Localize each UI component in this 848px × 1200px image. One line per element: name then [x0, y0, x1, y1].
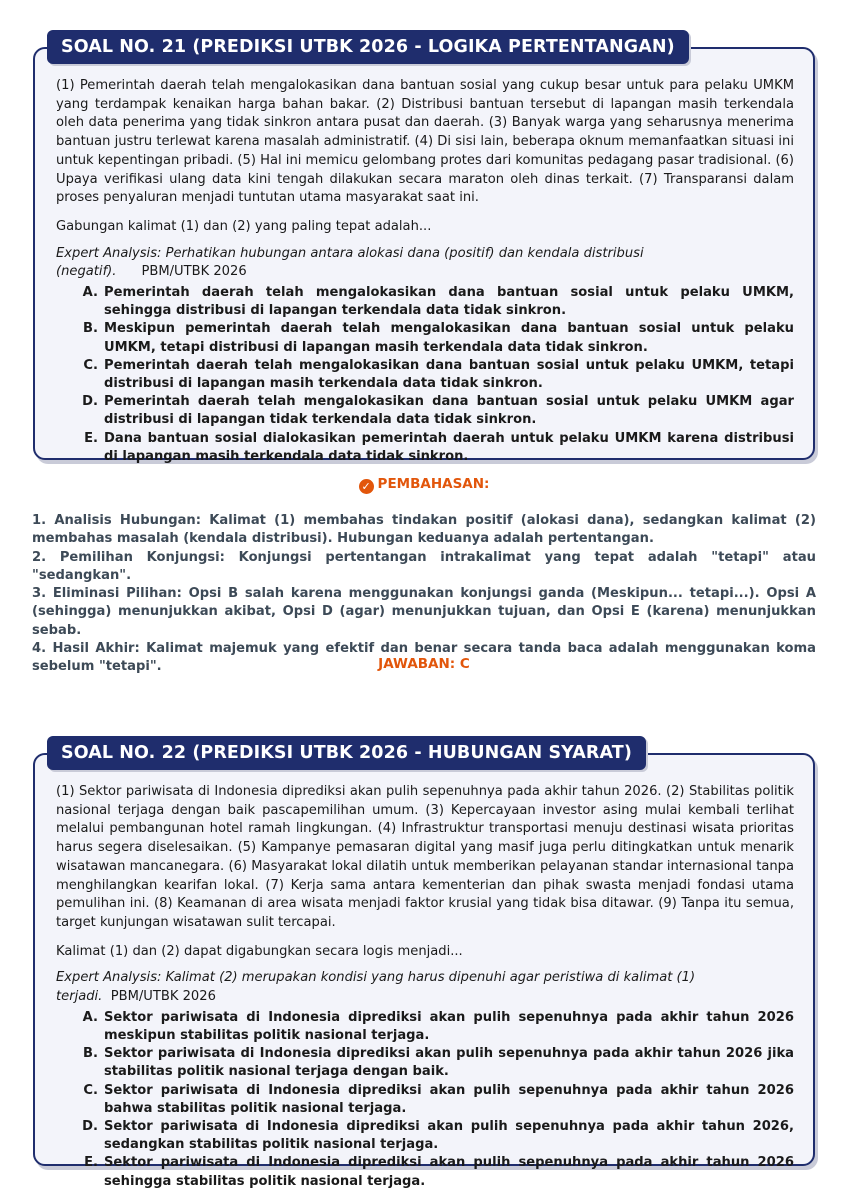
option-letter: D.	[82, 394, 98, 410]
option-b[interactable]	[56, 1045, 794, 1081]
question-21-options	[56, 284, 794, 466]
option-text: Sektor pariwisata di Indonesia diprediksi akan pulih sepenuhnya pada akhir tahun 2026, sedangkan stabilitas politik nasional terjaga.	[104, 1118, 794, 1153]
pembahasan-point: 1. Analisis Hubungan: Kalimat (1) membahas tindakan positif (alokasi dana), sedangkan kalimat (2) membahas masalah (kendala distribusi). Hubungan keduanya adalah pertentangan.	[32, 513, 816, 547]
option-e[interactable]	[56, 1154, 794, 1190]
question-22-options	[56, 1009, 794, 1191]
check-circle-icon: ✓	[359, 479, 374, 494]
expert-analysis-text: Expert Analysis: Kalimat (2) merupakan kondisi yang harus dipenuhi agar peristiwa di kalimat (1) terjadi.	[56, 970, 696, 1005]
option-letter: A.	[82, 1009, 98, 1025]
option-letter: D.	[82, 1118, 98, 1134]
option-text: Meskipun pemerintah daerah telah mengalokasikan dana bantuan sosial untuk pelaku UMKM, tetapi distribusi di lapangan masih terkendala data tidak sinkron.	[104, 321, 794, 355]
question-22-body	[56, 783, 794, 1191]
question-21-title: SOAL NO. 21 (PREDIKSI UTBK 2026 - LOGIKA PERTENTANGAN)	[47, 30, 689, 64]
option-letter: B.	[83, 321, 98, 337]
option-text: Sektor pariwisata di Indonesia diprediksi akan pulih sepenuhnya pada akhir tahun 2026 meskipun stabilitas politik nasional terjaga.	[104, 1009, 794, 1043]
option-text: Pemerintah daerah telah mengalokasikan dana bantuan sosial untuk pelaku UMKM, sehingga distribusi di lapangan terkendala data tidak sinkron.	[104, 285, 794, 319]
option-d[interactable]	[56, 393, 794, 429]
option-letter: C.	[83, 1082, 98, 1098]
pembahasan-point: 3. Eliminasi Pilihan: Opsi B salah karena menggunakan konjungsi ganda (Meskipun... tetapi...). Opsi A (sehingga) menunjukkan akibat, Opsi D (agar) menunjukkan tujuan, dan Opsi E (karena) menunjukkan sebab.	[32, 586, 816, 638]
question-22-passage: (1) Sektor pariwisata di Indonesia diprediksi akan pulih sepenuhnya pada akhir tahun 2026. (2) Stabilitas politik nasional terjaga dengan baik pascapemilihan umum. (3) Kepercayaan investor asing mulai kembali terlihat melalui pembangunan hotel ramah lingkungan. (4) Infrastruktur transportasi menuju destinasi wisata prioritas harus segera diselesaikan. (5) Kampanye pemasaran digital yang masif juga perlu ditingkatkan untuk menarik wisatawan mancanegara. (6) Masyarakat lokal dilatih untuk memberikan pelayanan standar internasional tanpa menghilangkan kearifan lokal. (7) Kerja sama antara kementerian dan pihak swasta menjadi fondasi utama pemulihan ini. (8) Keamanan di area wisata menjadi faktor krusial yang tidak bisa ditawar. (9) Tanpa itu semua, target kunjungan wisatawan sulit tercapai.	[56, 784, 794, 930]
option-text: Pemerintah daerah telah mengalokasikan dana bantuan sosial untuk pelaku UMKM agar distribusi di lapangan tidak terkendala data tidak sinkron.	[104, 394, 794, 428]
expert-analysis-source: PBM/UTBK 2026	[141, 264, 247, 280]
option-letter: C.	[83, 357, 98, 373]
pembahasan-point: 2. Pemilihan Konjungsi: Konjungsi pertentangan intrakalimat yang tepat adalah "tetapi" atau "sedangkan".	[32, 549, 816, 583]
question-21-body	[56, 77, 794, 466]
option-text: Sektor pariwisata di Indonesia diprediksi akan pulih sepenuhnya pada akhir tahun 2026 jika stabilitas politik nasional terjaga dengan baik.	[104, 1046, 794, 1080]
option-letter: E.	[84, 1155, 98, 1171]
question-21-prompt: Gabungan kalimat (1) dan (2) yang paling tepat adalah...	[56, 218, 432, 234]
option-text: Sektor pariwisata di Indonesia diprediksi akan pulih sepenuhnya pada akhir tahun 2026 bahwa stabilitas politik nasional terjaga.	[104, 1082, 794, 1116]
question-21-card	[33, 47, 815, 464]
question-22-expert-analysis	[56, 969, 794, 1006]
option-e[interactable]	[56, 430, 794, 466]
question-21-expert-analysis	[56, 245, 794, 282]
option-c[interactable]	[56, 357, 794, 393]
option-letter: A.	[82, 285, 98, 301]
option-b[interactable]	[56, 320, 794, 356]
expert-analysis-text: Expert Analysis: Perhatikan hubungan antara alokasi dana (positif) dan kendala distribusi (negatif).	[56, 245, 644, 280]
option-a[interactable]	[56, 1009, 794, 1045]
option-text: Dana bantuan sosial dialokasikan pemerintah daerah untuk pelaku UMKM karena distribusi di lapangan masih terkendala data tidak sinkron.	[104, 430, 794, 464]
option-d[interactable]	[56, 1118, 794, 1154]
option-text: Pemerintah daerah telah mengalokasikan dana bantuan sosial untuk pelaku UMKM, tetapi distribusi di lapangan masih terkendala data tidak sinkron.	[104, 357, 794, 392]
pembahasan-body	[32, 512, 816, 677]
pembahasan-point: 4. Hasil Akhir: Kalimat majemuk yang efektif dan benar secara tanda baca adalah menggunakan koma sebelum "tetapi".	[32, 641, 816, 675]
answer-label: JAWABAN: C	[378, 656, 470, 672]
question-22-prompt: Kalimat (1) dan (2) dapat digabungkan secara logis menjadi...	[56, 943, 463, 959]
option-a[interactable]	[56, 284, 794, 320]
option-letter: E.	[84, 430, 98, 446]
pembahasan-heading	[0, 476, 848, 494]
question-21-passage: (1) Pemerintah daerah telah mengalokasikan dana bantuan sosial yang cukup besar untuk para pelaku UMKM yang terdampak kenaikan harga bahan bakar. (2) Distribusi bantuan tersebut di lapangan masih terkendala oleh data penerima yang tidak sinkron antara pusat dan daerah. (3) Banyak warga yang seharusnya menerima bantuan justru terlewat karena masalah administratif. (4) Di sisi lain, beberapa oknum memanfaatkan situasi ini untuk kepentingan pribadi. (5) Hal ini memicu gelombang protes dari komunitas pedagang pasar tradisional. (6) Upaya verifikasi ulang data kini tengah dilakukan secara maraton oleh dinas terkait. (7) Transparansi dalam proses penyaluran menjadi tuntutan utama masyarakat saat ini.	[56, 78, 794, 206]
pembahasan-heading-label: PEMBAHASAN:	[377, 476, 490, 492]
question-22-card	[33, 753, 815, 1189]
option-letter: B.	[83, 1046, 98, 1062]
expert-analysis-source: PBM/UTBK 2026	[110, 989, 216, 1005]
option-c[interactable]	[56, 1082, 794, 1118]
option-text: Sektor pariwisata di Indonesia diprediksi akan pulih sepenuhnya pada akhir tahun 2026 sehingga stabilitas politik nasional terjaga.	[104, 1155, 794, 1189]
question-22-title: SOAL NO. 22 (PREDIKSI UTBK 2026 - HUBUNGAN SYARAT)	[47, 736, 646, 770]
